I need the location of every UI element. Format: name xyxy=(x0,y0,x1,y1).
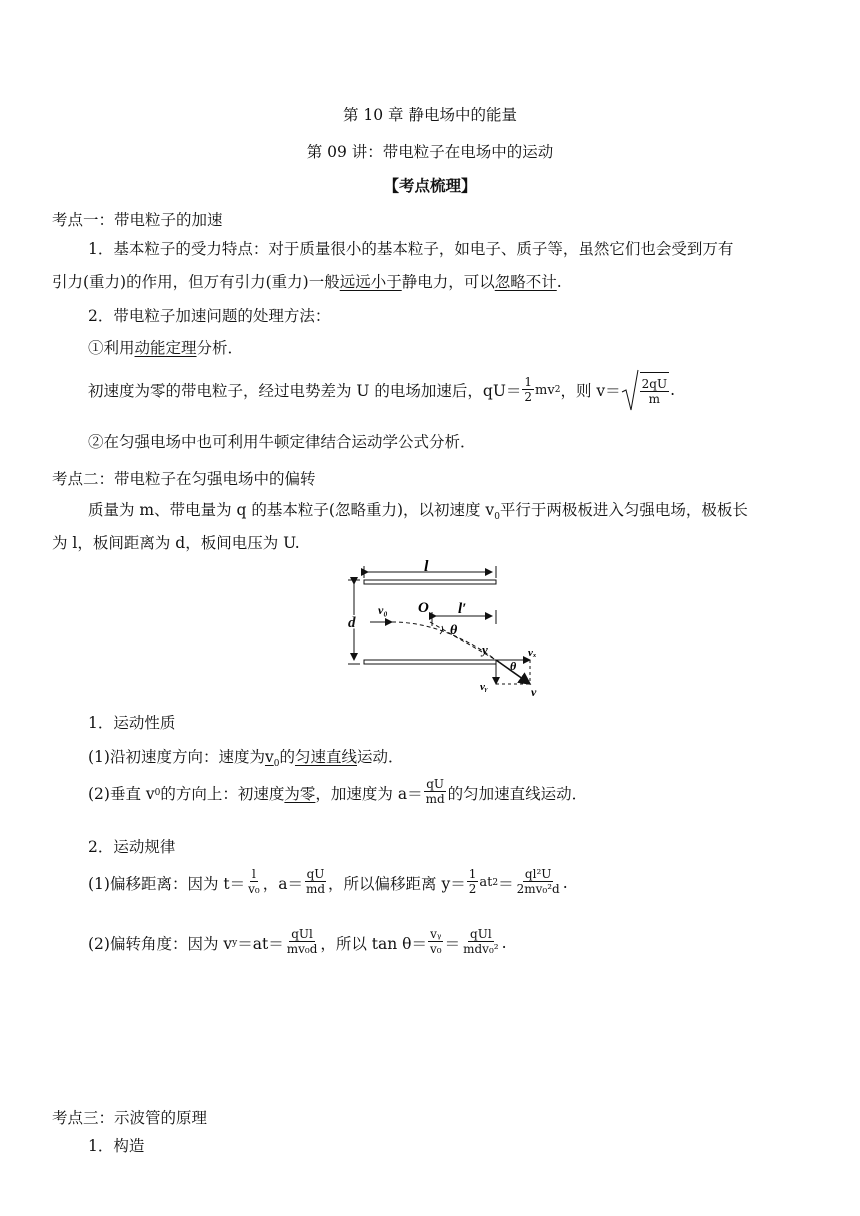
theta2-label: θ xyxy=(510,659,517,673)
v0-label: v₀ xyxy=(378,603,388,617)
fraction xyxy=(246,867,262,896)
section-title: 【考点梳理】 xyxy=(383,176,477,195)
denominator: v₀ xyxy=(430,942,442,956)
numerator: qUl xyxy=(291,927,313,941)
text: ，加速度为 a＝ xyxy=(315,784,423,803)
text: ＝ xyxy=(444,934,461,953)
underlined-answer: 匀速直线 xyxy=(294,748,357,766)
numerator: 2qU xyxy=(641,377,668,391)
text: ，a＝ xyxy=(262,874,303,893)
text: ＝ xyxy=(498,874,514,893)
denominator: m xyxy=(648,392,661,406)
denominator: mdv₀² xyxy=(463,942,499,956)
radical-sign xyxy=(621,368,639,412)
gap-label: d xyxy=(348,615,356,631)
denominator: 2 xyxy=(468,882,477,896)
text: 运动． xyxy=(357,748,404,766)
text: 的 xyxy=(279,748,295,766)
text: . xyxy=(556,273,562,291)
k2-p1-line1 xyxy=(88,498,748,523)
text: 的匀加速直线运动． xyxy=(447,784,588,803)
text: . xyxy=(670,381,676,399)
lower-plate xyxy=(364,660,496,664)
fraction xyxy=(424,777,447,806)
numerator: qU xyxy=(306,867,325,881)
fraction xyxy=(428,927,444,956)
fraction xyxy=(522,375,534,404)
underlined-answer: 为零 xyxy=(284,784,316,803)
text: 初速度为零的带电粒子，经过电势差为 U 的电场加速后，qU＝ xyxy=(88,382,522,400)
denominator: 2 xyxy=(524,389,533,404)
text: (1)偏移距离：因为 t＝ xyxy=(88,874,246,893)
chapter-title: 第 10 章 静电场中的能量 xyxy=(342,106,517,124)
text: ，则 v＝ xyxy=(560,382,621,400)
deflection-diagram xyxy=(340,560,550,700)
fraction xyxy=(515,867,562,896)
text: ＝at＝ xyxy=(237,934,284,953)
text: mv xyxy=(535,382,555,398)
numerator: qU xyxy=(426,777,444,791)
k1-p1-line1: 1．基本粒子的受力特点：对于质量很小的基本粒子，如电子、质子等，虽然它们也会受到万有 xyxy=(88,240,734,258)
v-label: v xyxy=(531,685,537,699)
numerator: l xyxy=(252,867,256,881)
fraction xyxy=(461,927,500,956)
fraction xyxy=(640,372,669,406)
denominator: md xyxy=(305,882,326,896)
vy-label: vᵧ xyxy=(480,681,488,693)
k1-p5: ②在匀强电场中也可利用牛顿定律结合运动学公式分析． xyxy=(88,433,476,451)
subscript: 0 xyxy=(494,512,500,523)
text: 静电力，可以 xyxy=(401,273,495,291)
underlined-answer: 动能定理 xyxy=(134,339,197,357)
k2-m2a: (1)偏移距离：因为 t＝ $\frac{l}{\text{v₀}}$ ，a＝ $\frac{qU}{md}$ ，所以偏移距离 y＝ $\frac{1}{2}$ at 2 ＝ $\frac{\text{ql²U}}{\text{2mv₀²d}}$ . xyxy=(88,867,568,896)
text: ，所以 tan θ＝ xyxy=(320,934,428,953)
k2-p2: 为 l，板间距离为 d，板间电压为 U. xyxy=(52,534,300,552)
text: . xyxy=(562,873,568,892)
underlined-answer: 远远小于 xyxy=(339,273,402,291)
text: . xyxy=(501,933,507,952)
k1-p1-line2 xyxy=(52,270,562,292)
text: 质量为 m、带电量为 q 的基本粒子(忽略重力)，以初速度 v xyxy=(88,501,495,519)
text: (2)垂直 v xyxy=(88,784,155,803)
denominator: v₀ xyxy=(248,882,260,896)
denominator: md xyxy=(425,792,445,806)
k1-p2: 2．带电粒子加速问题的处理方法： xyxy=(88,307,331,325)
origin-label: O xyxy=(418,600,429,616)
subscript: 0 xyxy=(273,759,280,770)
denominator: 2mv₀²d xyxy=(516,882,560,896)
y-label: y xyxy=(482,642,488,657)
text: at xyxy=(479,875,493,890)
k3-p1: 1．构造 xyxy=(88,1137,145,1155)
text: v xyxy=(264,748,274,766)
length-label: l xyxy=(424,560,429,575)
k2-m1-title: 1．运动性质 xyxy=(88,714,176,732)
numerator: 1 xyxy=(468,867,477,881)
numerator: vᵧ xyxy=(430,927,442,941)
k1-p3 xyxy=(88,336,243,358)
vx-label: vₓ xyxy=(528,647,537,659)
fraction xyxy=(467,867,479,896)
text: 的方向上：初速度 xyxy=(160,784,285,803)
underlined-answer xyxy=(264,748,280,770)
k1-title: 考点一：带电粒子的加速 xyxy=(52,211,223,229)
text: ，所以偏移距离 y＝ xyxy=(328,874,466,893)
numerator: 1 xyxy=(524,374,533,389)
lprime-label: l′ xyxy=(458,601,467,617)
text: (1)沿初速度方向：速度为 xyxy=(88,748,265,766)
text: 分析． xyxy=(196,339,244,357)
text: 平行于两极板进入匀强电场，极板长 xyxy=(499,501,748,519)
k2-title: 考点二：带电粒子在匀强电场中的偏转 xyxy=(52,470,316,488)
text: 引力(重力)的作用，但万有引力(重力)一般 xyxy=(52,273,340,291)
theta-label: θ xyxy=(450,623,458,638)
text: ①利用 xyxy=(88,339,135,357)
k2-m2b: (2)偏转角度：因为 v y ＝at＝ $\frac{\text{qUl}}{\text{mv₀d}}$ ，所以 tan θ＝ $\frac{\text{vᵧ}}{\text{v₀}}$ ＝ $\frac{\text{qUl}}{\text{mdv₀²}}$ . xyxy=(88,927,507,956)
text: (2)偏转角度：因为 v xyxy=(88,934,233,953)
fraction xyxy=(285,927,320,956)
denominator: mv₀d xyxy=(286,942,318,956)
numerator: ql²U xyxy=(524,867,552,881)
k2-m2-title: 2．运动规律 xyxy=(88,838,176,856)
numerator: qUl xyxy=(470,927,492,941)
upper-plate xyxy=(364,580,496,584)
k3-title: 考点三：示波管的原理 xyxy=(52,1109,208,1127)
k1-p4-formula: 初速度为零的带电粒子，经过电势差为 U 的电场加速后，qU＝ $\frac{1}{2}$ mv 2 ，则 v＝ $\frac{2qU}{m}$ . xyxy=(88,368,675,412)
lecture-title: 第 09 讲：带电粒子在电场中的运动 xyxy=(306,143,554,161)
fraction xyxy=(304,867,327,896)
underlined-answer: 忽略不计 xyxy=(494,273,557,291)
k2-m1a xyxy=(88,745,404,770)
trajectory xyxy=(392,622,496,660)
k2-m1b: (2)垂直 v 0 的方向上：初速度 为零 ，加速度为 a＝ $\frac{qU}{md}$ 的匀加速直线运动． xyxy=(88,777,588,806)
sqrt-expression xyxy=(621,368,670,412)
